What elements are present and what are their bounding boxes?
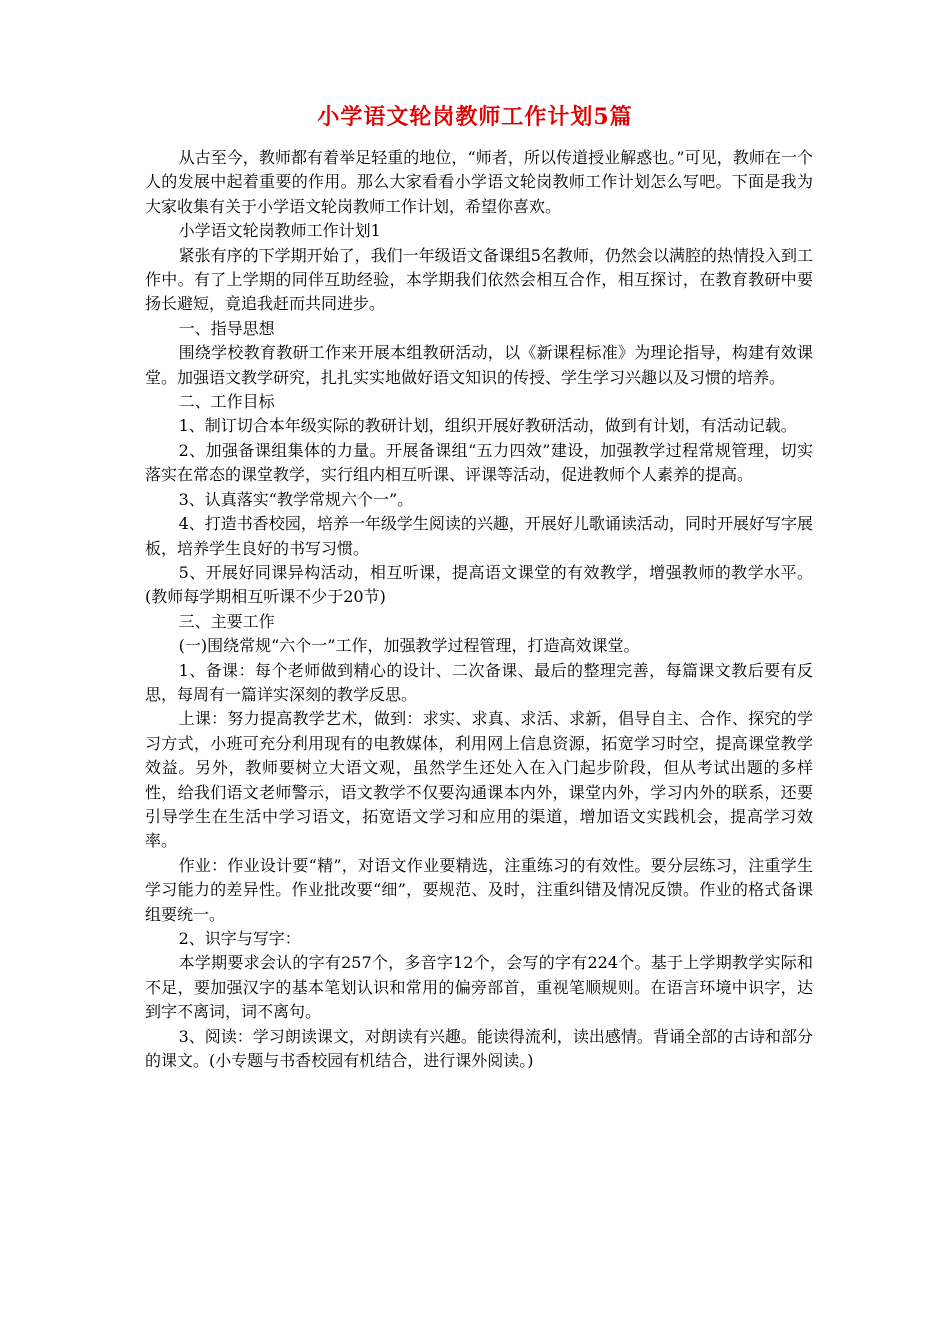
list-item: 3、认真落实“教学常规六个一”。 [178,489,414,509]
paragraph: 本学期要求会认的字有257个，多音字12个，会写的字有224个。基于上学期教学实际和不足，要加强汉字的基本笔划认识和常用的偏旁部首，重视笔顺规则。在语言环境中识字，达到字不离词，词不离句。 [145,953,813,1022]
paragraph: 作业：作业设计要“精”，对语文作业要精选，注重练习的有效性。要分层练习，注重学生学习能力的差异性。作业批改要“细”，要规范、及时，注重纠错及情况反馈。作业的格式备课组要统一。 [145,855,813,924]
document-title: 小学语文轮岗教师工作计划5篇 [317,104,633,130]
list-item: 5、开展好同课异构活动，相互听课，提高语文课堂的有效教学，增强教师的教学水平。(教师每学期相互听课不少于20节) [145,562,813,607]
paragraph-intro: 从古至今，教师都有着举足轻重的地位，“师者，所以传道授业解惑也。”可见，教师在一个人的发展中起着重要的作用。那么大家看看小学语文轮岗教师工作计划怎么写吧。下面是我为大家收集有关于小学语文轮岗教师工作计划，希望你喜欢。 [145,148,813,216]
section-heading-plan-1: 小学语文轮岗教师工作计划1 [178,221,381,241]
subsection-heading: (一)围绕常规“六个一”工作，加强教学过程管理，打造高效课堂。 [178,636,640,656]
list-item: 2、加强备课组集体的力量。开展备课组“五力四效”建设，加强教学过程常规管理，切实落实在常态的课堂教学，实行组内相互听课、评课等活动，促进教师个人素养的提高。 [145,440,813,485]
section-heading-main-work: 三、主要工作 [178,611,275,631]
list-item: 1、备课：每个老师做到精心的设计、二次备课、最后的整理完善，每篇课文教后要有反思，每周有一篇详实深刻的教学反思。 [145,660,813,704]
paragraph: 紧张有序的下学期开始了，我们一年级语文备课组5名教师，仍然会以满腔的热情投入到工作中。有了上学期的同伴互助经验，本学期我们依然会相互合作，相互探讨，在教育教研中要扬长避短，竟追我赶而共同进步。 [145,245,813,314]
section-heading-guiding-ideology: 一、指导思想 [178,318,275,338]
paragraph: 上课：努力提高教学艺术，做到：求实、求真、求活、求新，倡导自主、合作、探究的学习方式，小班可充分利用现有的电教媒体，利用网上信息资源，拓宽学习时空，提高课堂教学效益。另外，教师要树立大语文观，虽然学生还处入在入门起步阶段，但从考试出题的多样性，给我们语文老师警示，语文教学不仅要沟通课本内外，课堂内外，学习内外的联系，还要引导学生在生活中学习语文，拓宽语文学习和应用的渠道，增加语文实践机会，提高学习效率。 [145,709,813,851]
list-item: 1、制订切合本年级实际的教研计划，组织开展好教研活动，做到有计划，有活动记载。 [178,416,797,436]
list-item: 2、识字与写字： [178,929,301,948]
section-heading-work-goals: 二、工作目标 [178,392,275,412]
document-body [145,146,813,1073]
list-item: 3、阅读：学习朗读课文，对朗读有兴趣。能读得流利，读出感情。背诵全部的古诗和部分的课文。(小专题与书香校园有机结合，进行课外阅读。) [145,1026,813,1071]
list-item: 4、打造书香校园，培养一年级学生阅读的兴趣，开展好儿歌诵读活动，同时开展好写字展板，培养学生良好的书写习惯。 [145,514,813,558]
paragraph: 围绕学校教育教研工作来开展本组教研活动，以《新课程标准》为理论指导，构建有效课堂。加强语文教学研究，扎扎实实地做好语文知识的传授、学生学习兴趣以及习惯的培养。 [145,343,813,387]
